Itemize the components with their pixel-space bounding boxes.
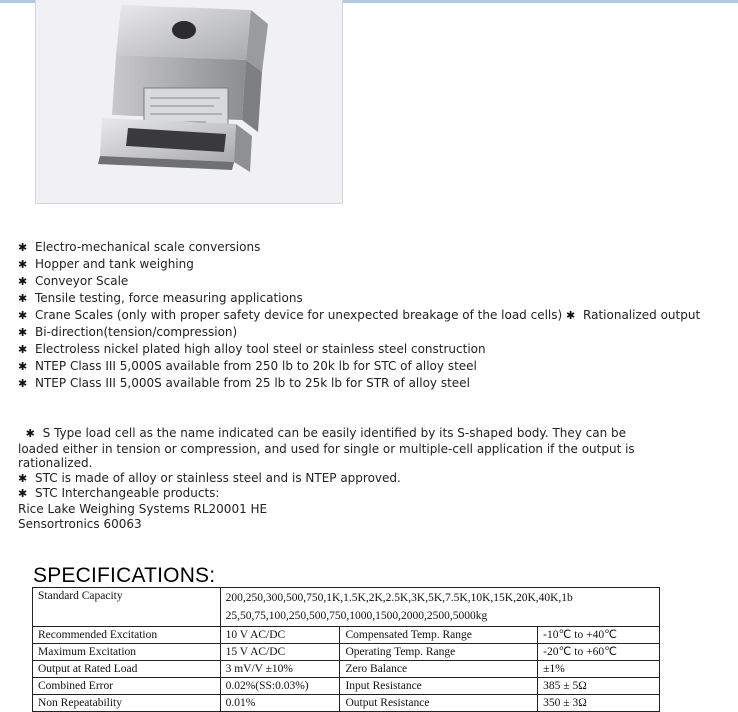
spec-value: 0.02%(SS:0.03%) bbox=[220, 678, 340, 695]
description bbox=[18, 426, 718, 531]
spec-label: Operating Temp. Range bbox=[340, 644, 538, 661]
description-line: ✱ STC Interchangeable products: bbox=[18, 486, 220, 501]
spec-value: -20℃ to +60℃ bbox=[538, 644, 660, 661]
spec-value: -10℃ to +40℃ bbox=[538, 627, 660, 644]
asterisk-bullet-icon: ✱ bbox=[18, 326, 28, 339]
description-line: ✱ S Type load cell as the name indicated can be easily identified by its S-shaped body. They can be bbox=[25, 426, 627, 440]
list-item: ✱ Bi-direction(tension/compression) bbox=[18, 325, 238, 339]
list-item: ✱ Conveyor Scale bbox=[18, 274, 129, 288]
asterisk-bullet-icon: ✱ bbox=[18, 471, 28, 485]
spec-label: Recommended Excitation bbox=[33, 627, 221, 644]
table-row bbox=[33, 695, 660, 712]
asterisk-bullet-icon: ✱ bbox=[18, 292, 28, 305]
spec-value: 385 ± 5Ω bbox=[538, 678, 660, 695]
description-line: loaded either in tension or compression, and used for single or multiple-cell application if the output is bbox=[18, 441, 635, 456]
description-line: ✱ STC is made of alloy or stainless steel and is NTEP approved. bbox=[18, 470, 401, 485]
spec-label: Output at Rated Load bbox=[33, 661, 221, 678]
list-item: ✱ Electroless nickel plated high alloy tool steel or stainless steel construction bbox=[18, 342, 486, 356]
spec-value bbox=[220, 588, 659, 627]
spec-label: Zero Balance bbox=[340, 661, 538, 678]
table-row bbox=[33, 644, 660, 661]
spec-value: 3 mV/V ±10% bbox=[220, 661, 340, 678]
spec-value: 15 V AC/DC bbox=[220, 644, 340, 661]
asterisk-bullet-icon: ✱ bbox=[18, 275, 28, 288]
table-row bbox=[33, 661, 660, 678]
spec-value: 10 V AC/DC bbox=[220, 627, 340, 644]
product-name: Rice Lake Weighing Systems RL20001 HE bbox=[18, 501, 268, 516]
list-item: ✱ Hopper and tank weighing bbox=[18, 257, 194, 271]
asterisk-bullet-icon: ✱ bbox=[18, 360, 28, 373]
feature-list bbox=[18, 239, 718, 392]
list-item: ✱ Tensile testing, force measuring applications bbox=[18, 291, 303, 305]
spec-label: Non Repeatability bbox=[33, 695, 221, 712]
spec-label: Maximum Excitation bbox=[33, 644, 221, 661]
asterisk-bullet-icon: ✱ bbox=[18, 343, 28, 356]
list-item: ✱ Crane Scales (only with proper safety device for unexpected breakage of the load cells) ✱ Rationalized output bbox=[18, 308, 701, 322]
spec-label: Compensated Temp. Range bbox=[340, 627, 538, 644]
table-row bbox=[33, 588, 660, 627]
load-cell-image bbox=[36, 0, 342, 204]
capacity-kg: 25,50,75,100,250,500,750,1000,1500,2000,2500,5000kg bbox=[225, 610, 488, 622]
spec-label: Combined Error bbox=[33, 678, 221, 695]
spec-value: 350 ± 3Ω bbox=[538, 695, 660, 712]
product-name: Sensortronics 60063 bbox=[18, 516, 142, 531]
asterisk-bullet-icon: ✱ bbox=[18, 377, 28, 390]
spec-label: Input Resistance bbox=[340, 678, 538, 695]
spec-value: ±1% bbox=[538, 661, 660, 678]
spec-label: Standard Capacity bbox=[33, 588, 221, 627]
capacity-lb: 200,250,300,500,750,1K,1.5K,2K,2.5K,3K,5K,7.5K,10K,15K,20K,40K,1b bbox=[225, 592, 573, 604]
spec-value: 0.01% bbox=[220, 695, 340, 712]
asterisk-bullet-icon: ✱ bbox=[25, 427, 35, 440]
asterisk-bullet-icon: ✱ bbox=[18, 487, 28, 501]
product-photo bbox=[35, 0, 343, 204]
list-item: ✱ Electro-mechanical scale conversions bbox=[18, 240, 261, 254]
specifications-table bbox=[32, 587, 660, 712]
table-row bbox=[33, 627, 660, 644]
list-item: ✱ NTEP Class III 5,000S available from 250 lb to 20k lb for STC of alloy steel bbox=[18, 359, 477, 373]
specifications-title: SPECIFICATIONS: bbox=[33, 564, 216, 587]
asterisk-bullet-icon: ✱ bbox=[18, 241, 28, 254]
asterisk-bullet-icon: ✱ bbox=[18, 309, 28, 322]
spec-label: Output Resistance bbox=[340, 695, 538, 712]
asterisk-bullet-icon: ✱ bbox=[18, 258, 28, 271]
table-row bbox=[33, 678, 660, 695]
asterisk-bullet-icon: ✱ bbox=[566, 309, 576, 322]
list-item: ✱ NTEP Class III 5,000S available from 25 lb to 25k lb for STR of alloy steel bbox=[18, 376, 470, 390]
description-line: rationalized. bbox=[18, 456, 93, 471]
